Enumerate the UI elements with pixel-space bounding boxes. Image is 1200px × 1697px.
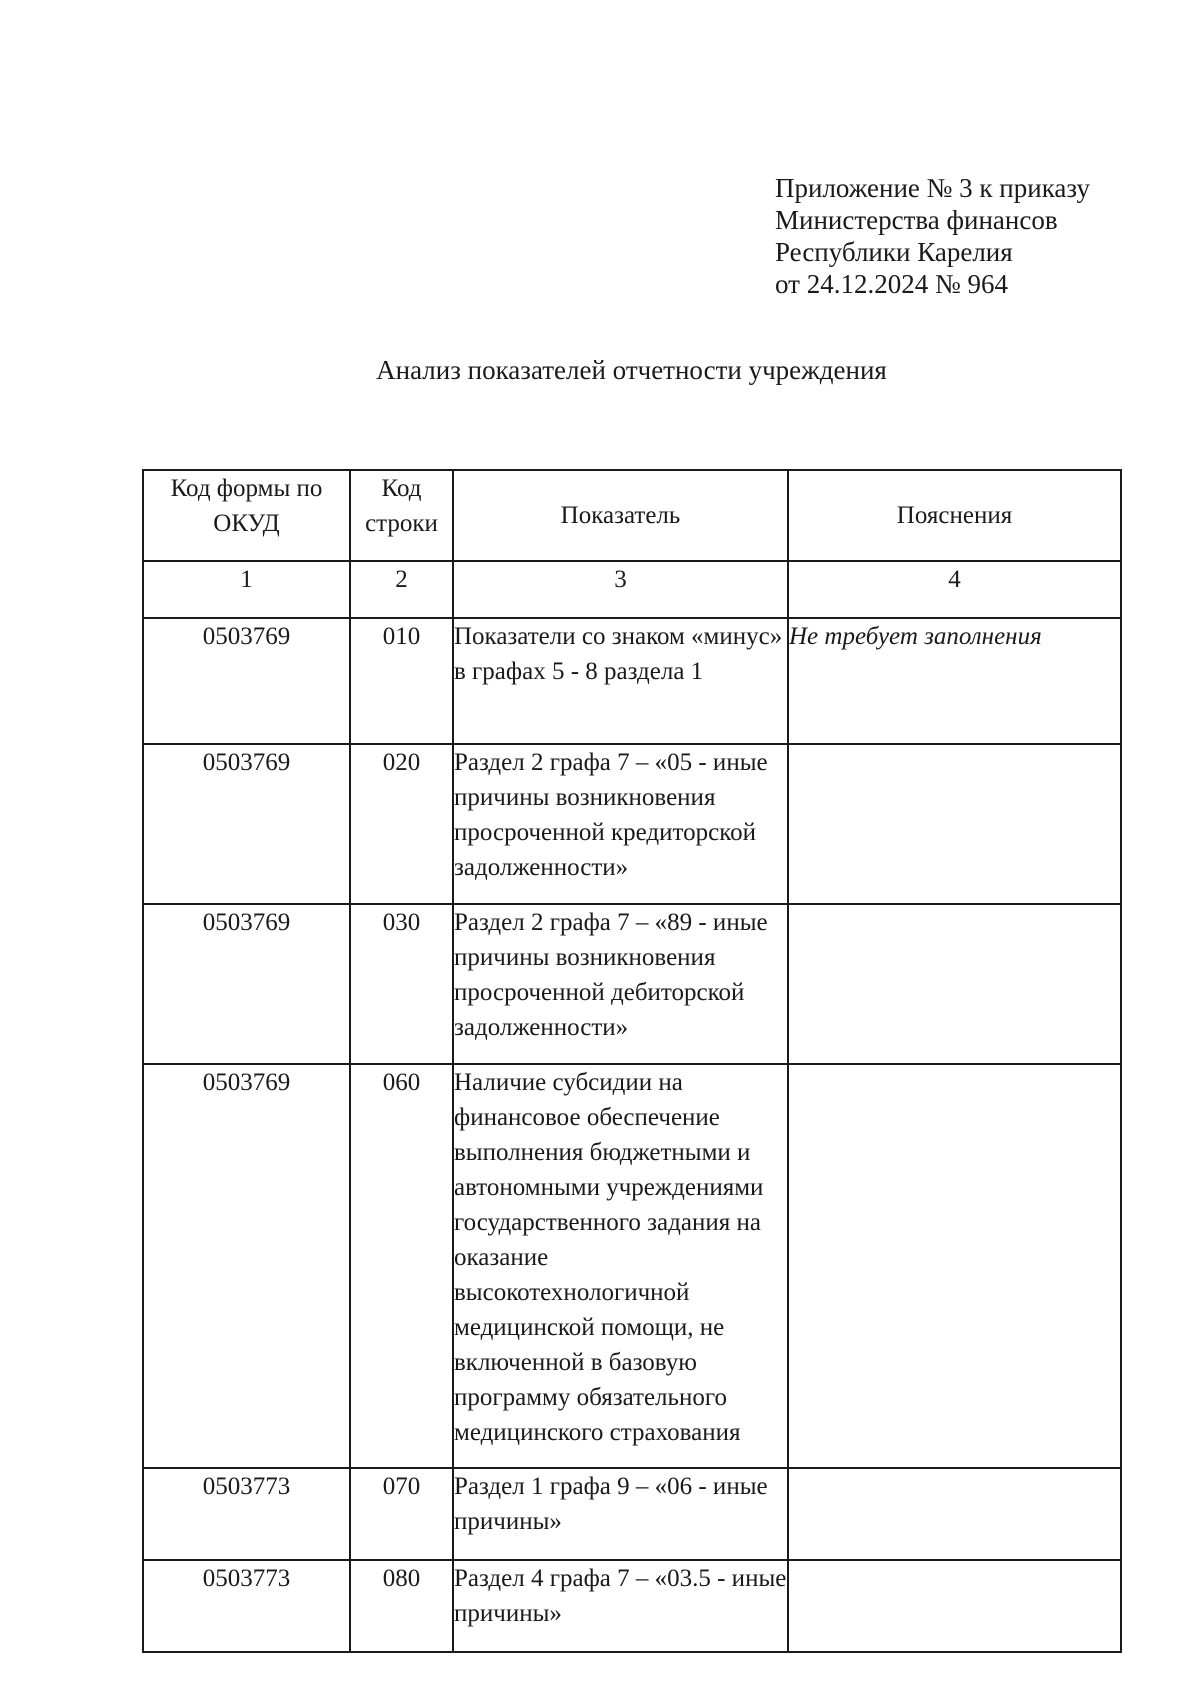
note-cell: Не требует заполнения [788,618,1121,744]
table-header-row [143,470,1121,561]
line-code-cell: 060 [350,1064,453,1468]
indicator-cell: Раздел 2 графа 7 – «89 - иные причины возникновения просроченной дебиторской задолженности» [453,904,788,1064]
appendix-header-line: Приложение № 3 к приказу [775,173,1090,203]
line-code-cell: 020 [350,744,453,904]
column-number: 2 [350,561,453,618]
note-cell [788,1560,1121,1652]
appendix-header [775,172,1090,300]
indicator-cell: Показатели со знаком «минус» в графах 5 - 8 раздела 1 [453,618,788,744]
appendix-header-line: Министерства финансов [775,205,1058,235]
form-code-cell: 0503773 [143,1560,350,1652]
table-row [143,1560,1121,1652]
note-cell [788,904,1121,1064]
column-header-notes: Пояснения [788,470,1121,561]
column-number-row [143,561,1121,618]
indicator-cell: Раздел 4 графа 7 – «03.5 - иные причины» [453,1560,788,1652]
line-code-cell: 030 [350,904,453,1064]
line-code-cell: 070 [350,1468,453,1560]
report-table [142,469,1122,1653]
column-header-indicator: Показатель [453,470,788,561]
indicator-cell: Раздел 2 графа 7 – «05 - иные причины возникновения просроченной кредиторской задолженности» [453,744,788,904]
column-number: 4 [788,561,1121,618]
table-row [143,744,1121,904]
appendix-header-line: от 24.12.2024 № 964 [775,269,1008,299]
table-row [143,904,1121,1064]
indicator-cell: Раздел 1 графа 9 – «06 - иные причины» [453,1468,788,1560]
note-cell [788,1064,1121,1468]
column-header-form-code: Код формы по ОКУД [143,470,350,561]
indicator-cell: Наличие субсидии на финансовое обеспечение выполнения бюджетными и автономными учреждениями государственного задания на оказание высокотехнологичной медицинской помощи, не включенной в базовую программу обязательного медицинского страхования [453,1064,788,1468]
note-cell [788,744,1121,904]
line-code-cell: 010 [350,618,453,744]
column-number: 3 [453,561,788,618]
table-row [143,618,1121,744]
document-title: Анализ показателей отчетности учреждения [376,355,887,385]
form-code-cell: 0503769 [143,618,350,744]
form-code-cell: 0503769 [143,744,350,904]
column-header-line-code: Код строки [350,470,453,561]
line-code-cell: 080 [350,1560,453,1652]
form-code-cell: 0503773 [143,1468,350,1560]
appendix-header-line: Республики Карелия [775,237,1013,267]
form-code-cell: 0503769 [143,1064,350,1468]
column-number: 1 [143,561,350,618]
note-cell [788,1468,1121,1560]
form-code-cell: 0503769 [143,904,350,1064]
table-row [143,1468,1121,1560]
table-row [143,1064,1121,1468]
